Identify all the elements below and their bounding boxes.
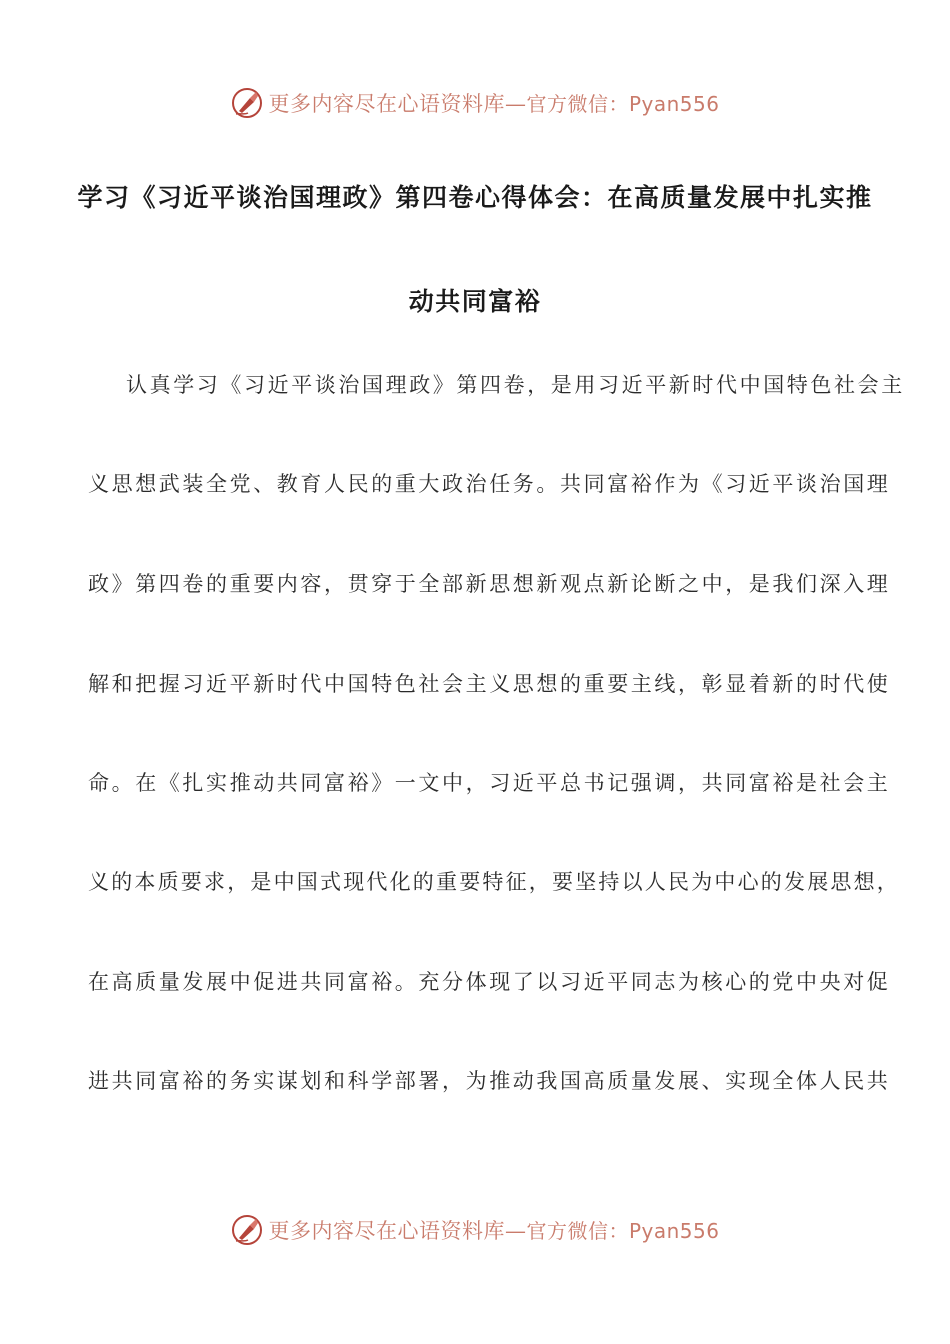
pen-nib-logo-icon — [230, 86, 264, 120]
paragraph-line: 政》第四卷的重要内容，贯穿于全部新思想新观点新论断之中，是我们深入理 — [88, 572, 891, 596]
wechat-id: 官方微信：Pyan556 — [526, 1219, 720, 1243]
pen-nib-logo-icon — [230, 1213, 264, 1247]
paragraph-line: 解和把握习近平新时代中国特色社会主义思想的重要主线，彰显着新的时代使 — [88, 672, 891, 696]
document-title-line-2: 动共同富裕 — [408, 287, 542, 316]
footer-banner — [0, 1210, 950, 1250]
banner-text: 更多内容尽在心语资料库—官方微信：Pyan556 — [268, 1219, 720, 1243]
paragraph-line: 在高质量发展中促进共同富裕。充分体现了以习近平同志为核心的党中央对促 — [88, 970, 891, 994]
header-banner — [0, 83, 950, 123]
paragraph-line: 义的本质要求，是中国式现代化的重要特征，要坚持以人民为中心的发展思想， — [88, 870, 900, 894]
paragraph-line: 认真学习《习近平谈治国理政》第四卷，是用习近平新时代中国特色社会主 — [126, 373, 905, 397]
paragraph-line: 命。在《扎实推动共同富裕》一文中，习近平总书记强调，共同富裕是社会主 — [88, 771, 891, 795]
banner-text: 更多内容尽在心语资料库—官方微信：Pyan556 — [268, 92, 720, 116]
wechat-id: 官方微信：Pyan556 — [526, 92, 720, 116]
paragraph-line: 义思想武装全党、教育人民的重大政治任务。共同富裕作为《习近平谈治国理 — [88, 472, 891, 496]
paragraph-line: 进共同富裕的务实谋划和科学部署，为推动我国高质量发展、实现全体人民共 — [88, 1069, 891, 1093]
document-title-line-1: 学习《习近平谈治国理政》第四卷心得体会：在高质量发展中扎实推 — [77, 183, 873, 212]
